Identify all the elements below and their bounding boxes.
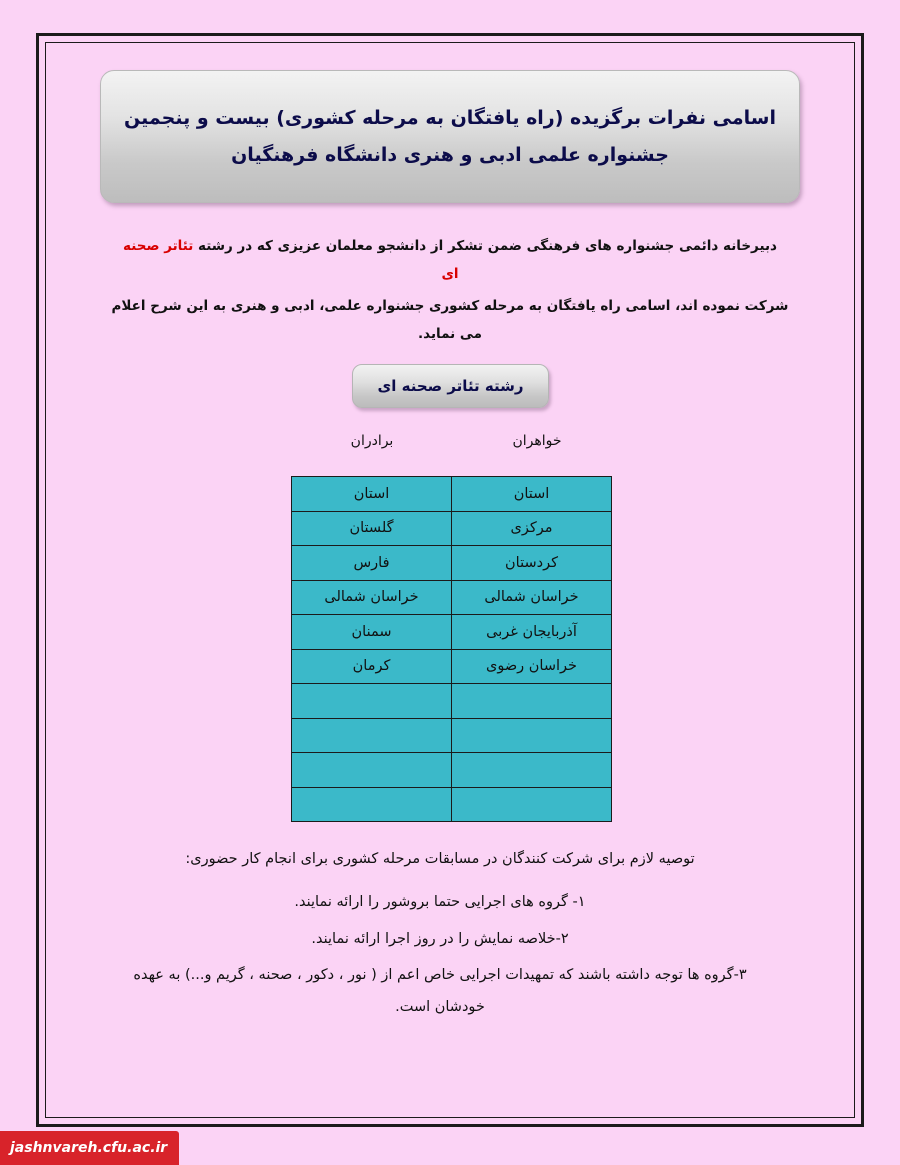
notes-section <box>60 845 820 1030</box>
footer-url-text: jashnvareh.cfu.ac.ir <box>10 1140 168 1156</box>
table-row <box>292 718 612 753</box>
table-cell-brothers-empty <box>452 753 612 788</box>
category-pill <box>352 364 549 408</box>
table-row <box>292 511 612 546</box>
table-cell-sisters: خراسان شمالی <box>292 580 452 615</box>
column-header-sisters: خواهران <box>512 433 562 449</box>
table-cell-sisters-empty <box>292 684 452 719</box>
table-row <box>292 546 612 581</box>
table-cell-brothers: خراسان شمالی <box>452 580 612 615</box>
category-pill-label: رشته تئاتر صحنه ای <box>377 377 524 395</box>
table-cell-brothers: آذربایجان غربی <box>452 615 612 650</box>
intro-paragraph-line-2: شرکت نموده اند، اسامی راه یافتگان به مرحله کشوری جشنواره علمی، ادبی و هنری به این شرح اعلام می نماید. <box>111 298 789 343</box>
intro-paragraph-line-1 <box>120 232 780 289</box>
table-row <box>292 615 612 650</box>
table-cell-sisters: کرمان <box>292 649 452 684</box>
table-cell-sisters: گلستان <box>292 511 452 546</box>
footer-url-badge[interactable] <box>0 1131 179 1165</box>
table-cell-sisters-header: استان <box>292 477 452 512</box>
notes-item-3-text: ۳-گروه ها توجه داشته باشند که تمهیدات اجرایی خاص اعم از ( نور ، دکور ، صحنه ، گریم و...) به عهده <box>133 967 747 984</box>
results-table <box>291 476 612 822</box>
table-row <box>292 753 612 788</box>
notes-item-1: ۱- گروه های اجرایی حتما بروشور را ارائه نمایند. <box>294 894 586 910</box>
table-cell-brothers: کردستان <box>452 546 612 581</box>
notes-item-2: ۲-خلاصه نمایش را در روز اجرا ارائه نمایند. <box>311 930 569 947</box>
table-cell-brothers: مرکزی <box>452 511 612 546</box>
table-cell-sisters: فارس <box>292 546 452 581</box>
table-row <box>292 649 612 684</box>
table-cell-brothers-header: استان <box>452 477 612 512</box>
table-cell-brothers-empty <box>452 787 612 822</box>
notes-item-3-continued: خودشان است. <box>395 999 485 1016</box>
intro-highlight: تئاتر صحنه ای <box>123 238 459 283</box>
table-cell-sisters: سمنان <box>292 615 452 650</box>
notes-item-3 <box>60 961 820 1022</box>
table-cell-brothers-empty <box>452 684 612 719</box>
table-cell-sisters-empty <box>292 753 452 788</box>
intro-text-before: دبیرخانه دائمی جشنواره های فرهنگی ضمن تشکر از دانشجو معلمان عزیزی که در رشته <box>193 238 777 254</box>
table-row <box>292 787 612 822</box>
table-row <box>292 580 612 615</box>
table-row <box>292 477 612 512</box>
title-banner <box>100 70 800 203</box>
table-row <box>292 684 612 719</box>
title-line-2: جشنواره علمی ادبی و هنری دانشگاه فرهنگیان <box>231 143 669 166</box>
table-cell-sisters-empty <box>292 718 452 753</box>
table-cell-brothers-empty <box>452 718 612 753</box>
table-cell-sisters-empty <box>292 787 452 822</box>
column-header-brothers: برادران <box>350 433 394 449</box>
notes-lead: توصیه لازم برای شرکت کنندگان در مسابقات مرحله کشوری برای انجام کار حضوری: <box>185 851 695 867</box>
title-line-1: اسامی نفرات برگزیده (راه یافتگان به مرحله کشوری) بیست و پنجمین <box>124 107 776 130</box>
results-table-body <box>292 477 612 822</box>
table-cell-brothers: خراسان رضوی <box>452 649 612 684</box>
